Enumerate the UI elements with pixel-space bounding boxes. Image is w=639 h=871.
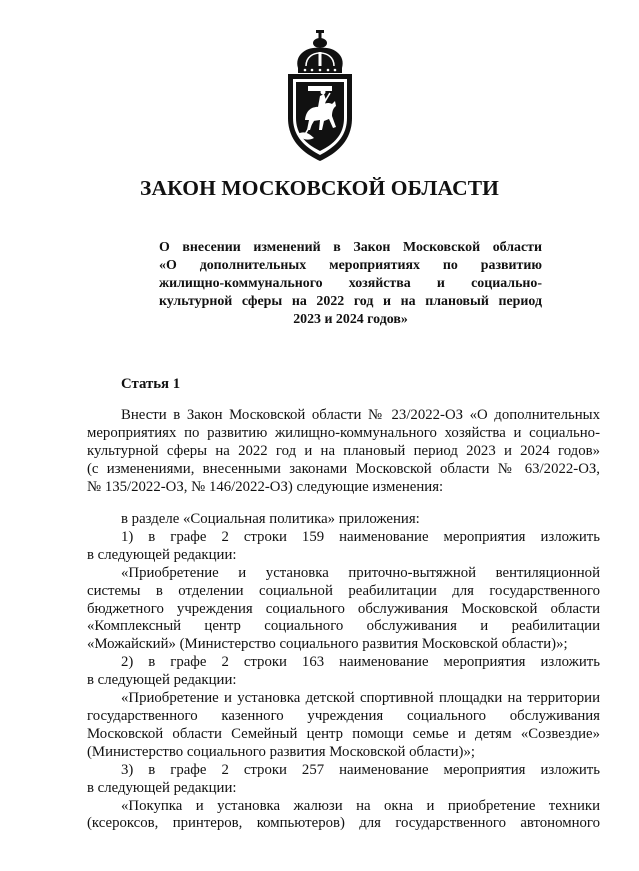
subtitle-line: культурной сферы на 2022 год и на плановый период (159, 293, 542, 309)
article-amendments (87, 511, 600, 833)
body-line: (с изменениями, внесенными законами Московской области № 63/2022-ОЗ, (87, 460, 600, 477)
body-line: Внести в Закон Московской области № 23/2022-ОЗ «О дополнительных (121, 407, 600, 423)
body-line: мероприятиях по развитию жилищно-коммунального хозяйства и социально- (87, 424, 600, 441)
body-line: 1) в графе 2 строки 159 наименование мероприятия изложить (121, 528, 600, 545)
coat-of-arms-icon (280, 30, 360, 162)
body-line: бюджетного учреждения социального обслуживания Московской области (87, 600, 600, 617)
body-line: (Министерство социального развития Московской области)»; (87, 743, 475, 760)
article-heading: Статья 1 (121, 376, 181, 392)
body-line: «Приобретение и установка детской спортивной площадки на территории (121, 690, 600, 707)
subtitle-line: жилищно-коммунального хозяйства и социально- (159, 275, 542, 291)
subtitle-line: 2023 и 2024 годов» (293, 311, 408, 327)
body-line: «Комплексный центр социального обслуживания и реабилитации (87, 618, 600, 635)
article-intro (87, 407, 600, 497)
body-line: в следующей редакции: (87, 672, 237, 689)
body-line: № 135/2022-ОЗ, № 146/2022-ОЗ) следующие изменения: (87, 478, 444, 495)
body-line: «Приобретение и установка приточно-вытяжной вентиляционной (121, 564, 600, 581)
body-line: в разделе «Социальная политика» приложения: (121, 511, 420, 527)
body-line: (ксероксов, принтеров, компьютеров) для государственного автономного (87, 815, 600, 832)
body-line: культурной сферы на 2022 год и на плановый период 2023 и 2024 годов» (87, 442, 600, 459)
body-line: «Можайский» (Министерство социального развития Московской области)»; (87, 636, 568, 653)
subtitle-line: О внесении изменений в Закон Московской области (159, 240, 542, 255)
body-line: в следующей редакции: (87, 779, 237, 796)
law-subtitle (159, 239, 542, 329)
document-title: ЗАКОН МОСКОВСКОЙ ОБЛАСТИ (140, 176, 499, 200)
body-line: 2) в графе 2 строки 163 наименование мероприятия изложить (121, 654, 600, 671)
body-line: государственного казенного учреждения социального обслуживания (87, 707, 600, 724)
body-line: 3) в графе 2 строки 257 наименование мероприятия изложить (121, 761, 600, 778)
subtitle-line: «О дополнительных мероприятиях по развитию (159, 257, 542, 273)
body-line: системы в отделении социальной реабилитации для государственного (87, 582, 600, 599)
body-line: «Покупка и установка жалюзи на окна и приобретение техники (121, 797, 600, 814)
body-line: Московской области Семейный центр помощи семье и детям «Созвездие» (87, 725, 600, 742)
body-line: в следующей редакции: (87, 546, 237, 563)
